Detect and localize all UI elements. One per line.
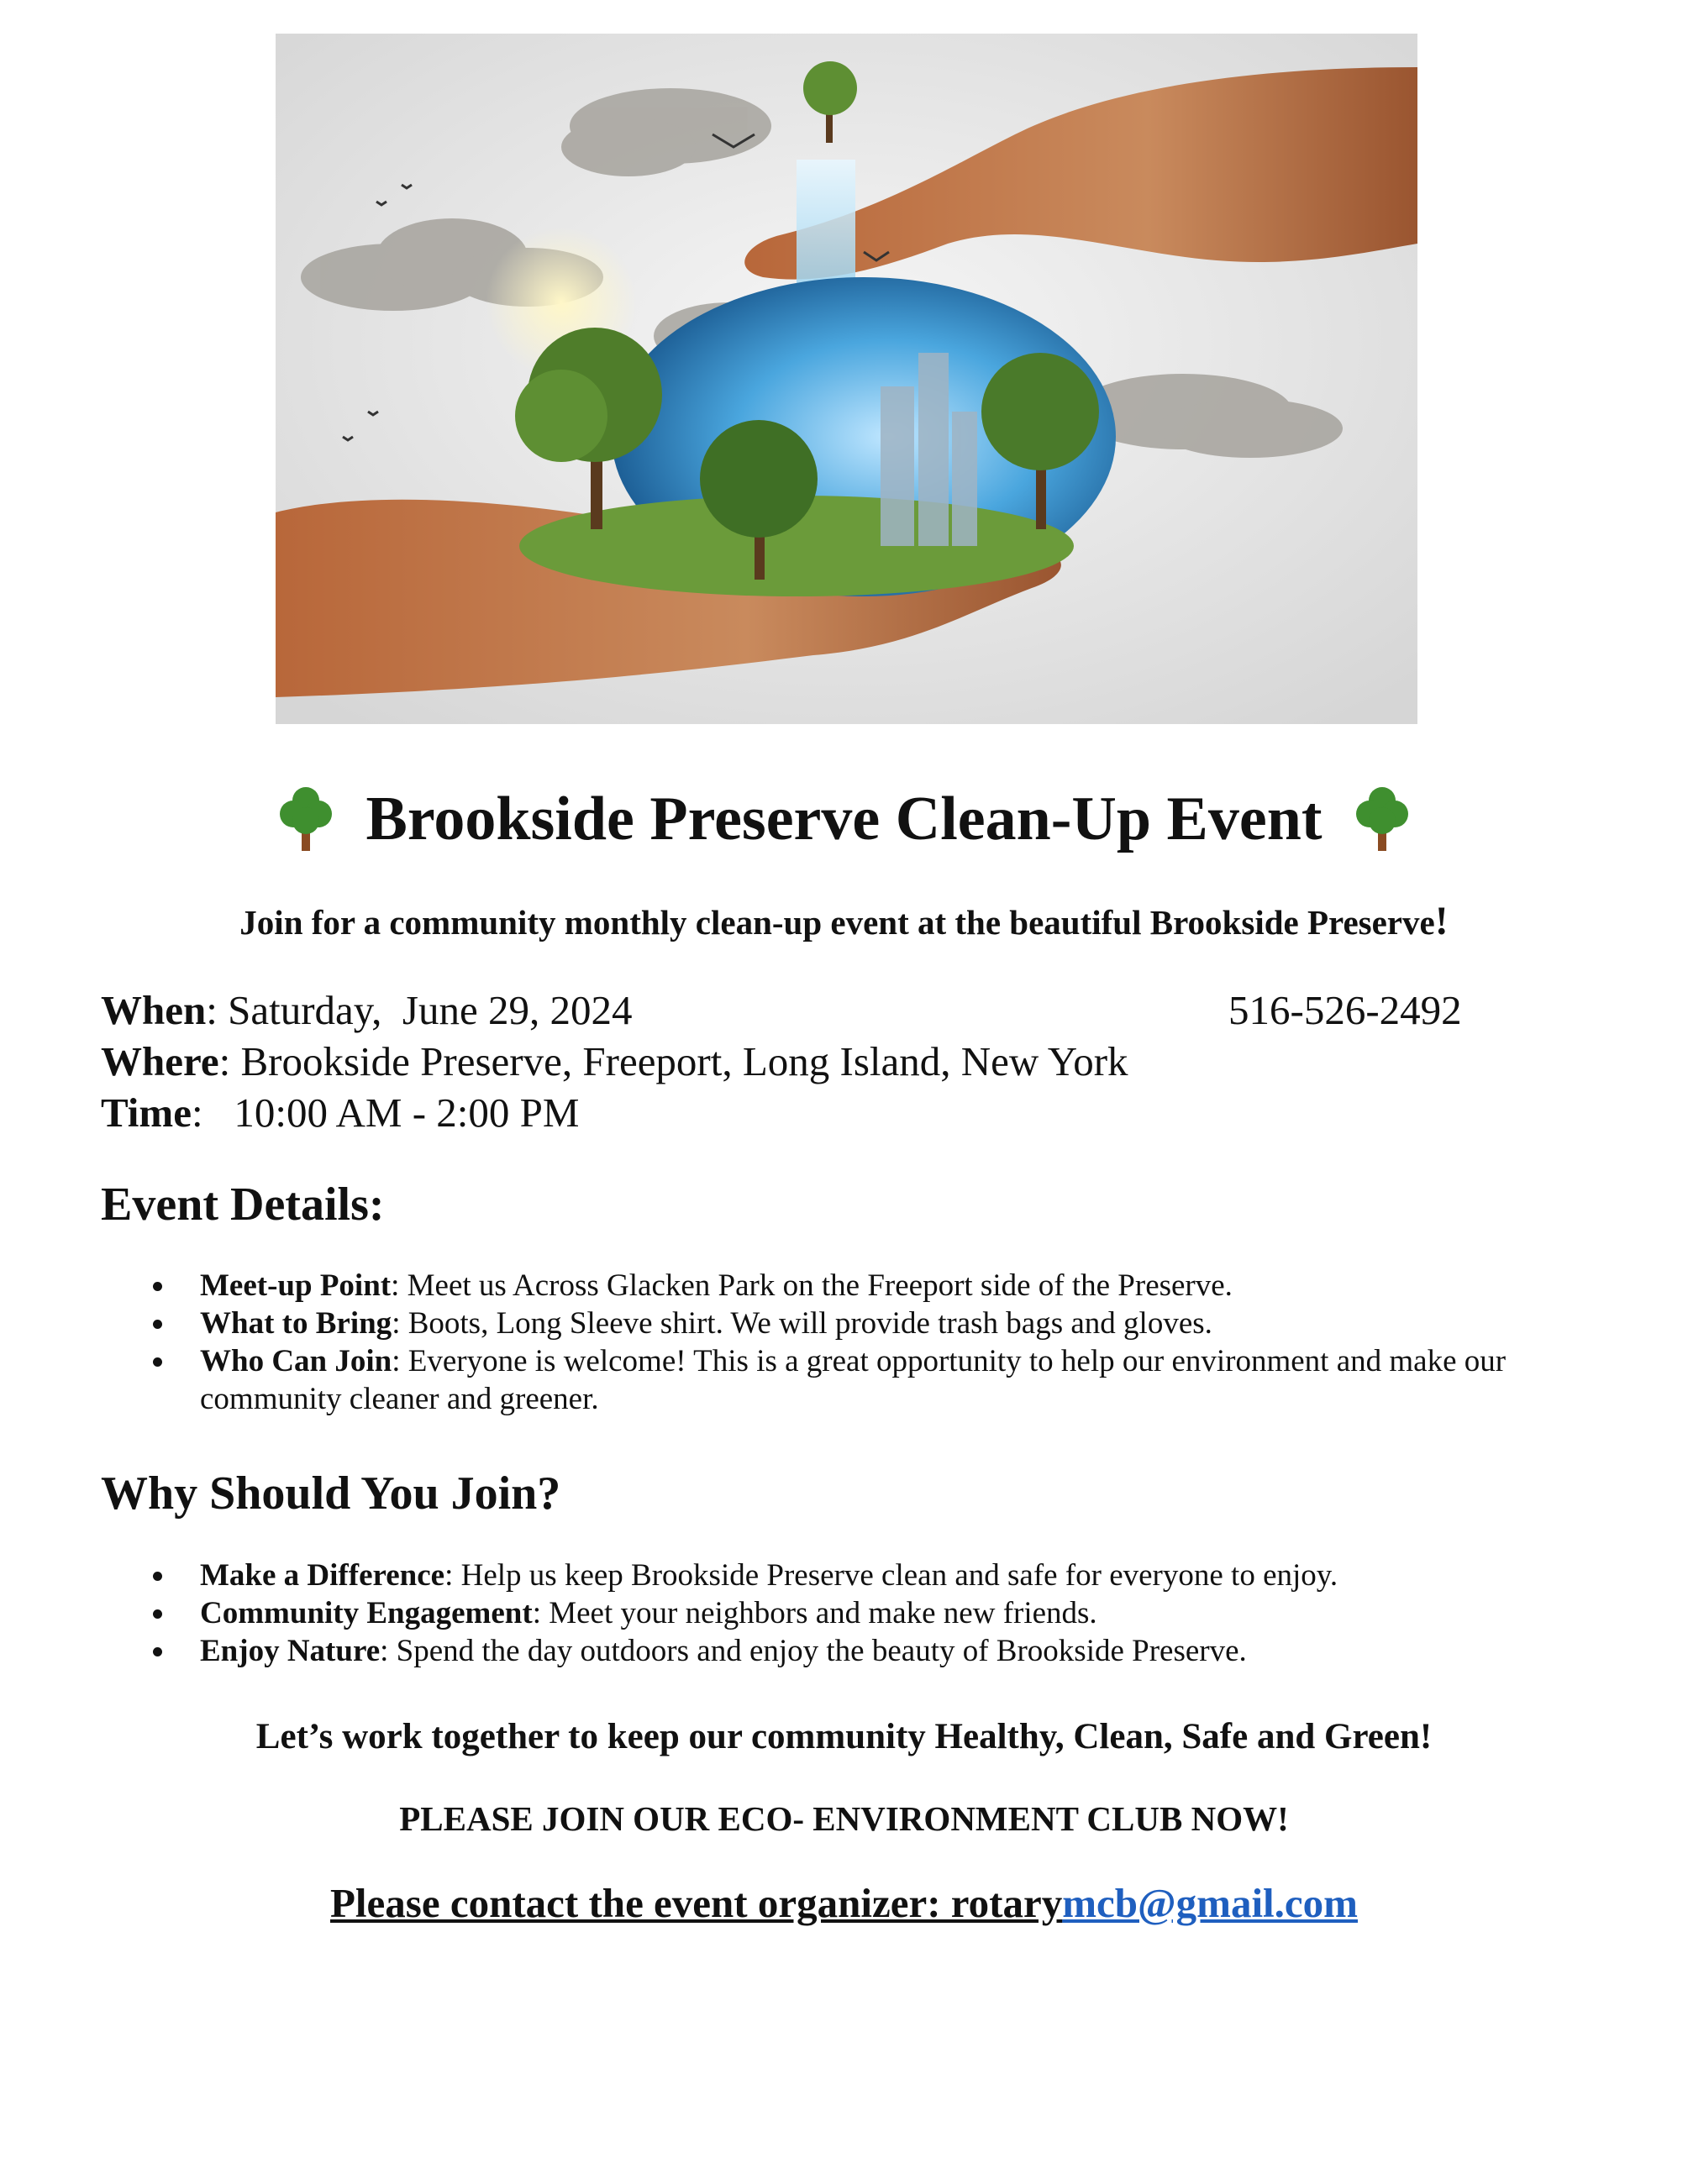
- list-item-label: Enjoy Nature: [200, 1634, 381, 1668]
- when-value: : Saturday, June 29, 2024: [206, 987, 633, 1033]
- hero-image: [276, 34, 1417, 724]
- when-label: When: [101, 987, 207, 1033]
- list-item: [101, 1305, 1563, 1342]
- event-details-heading: Event Details:: [101, 1179, 385, 1231]
- list-item-text: : Meet us Across Glacken Park on the Freeport side of the Preserve.: [391, 1268, 1233, 1303]
- list-item: [101, 1594, 1563, 1632]
- list-item-text: : Spend the day outdoors and enjoy the beauty of Brookside Preserve.: [380, 1634, 1247, 1668]
- when-line: [101, 984, 1487, 1036]
- list-item: [101, 1557, 1563, 1594]
- contact-prefix: Please contact the event organizer: rotary: [330, 1880, 1063, 1926]
- list-item-label: Meet-up Point: [200, 1268, 392, 1303]
- list-item-text: : Boots, Long Sleeve shirt. We will provide trash bags and gloves.: [392, 1306, 1212, 1341]
- join-club-callout: PLEASE JOIN OUR ECO- ENVIRONMENT CLUB NOW!: [399, 1799, 1289, 1838]
- tree-icon: [276, 785, 335, 853]
- list-item-label: What to Bring: [200, 1306, 392, 1341]
- list-item-text: : Everyone is welcome! This is a great opportunity to help our environment and make our community cleaner and greener.: [200, 1344, 1507, 1416]
- subtitle: [0, 900, 1688, 943]
- list-item-text: : Help us keep Brookside Preserve clean and safe for everyone to enjoy.: [444, 1558, 1338, 1593]
- time-label: Time: [101, 1089, 192, 1136]
- list-item: [101, 1632, 1563, 1670]
- time-value: : 10:00 AM - 2:00 PM: [191, 1089, 580, 1136]
- where-label: Where: [101, 1038, 219, 1084]
- hands-earth-illustration: [276, 34, 1417, 724]
- tree-icon: [1353, 785, 1412, 853]
- why-join-list: [101, 1557, 1563, 1670]
- why-join-heading: Why Should You Join?: [101, 1467, 561, 1520]
- event-info: [101, 984, 1487, 1138]
- where-value: : Brookside Preserve, Freeport, Long Island, New York: [218, 1038, 1128, 1084]
- list-item-label: Make a Difference: [200, 1558, 445, 1593]
- time-line: [101, 1087, 1487, 1138]
- closing-slogan: Let’s work together to keep our community Healthy, Clean, Safe and Green!: [255, 1717, 1433, 1756]
- phone-number: 516-526-2492: [1228, 987, 1462, 1033]
- event-details-list: [101, 1267, 1563, 1418]
- list-item-text: : Meet your neighbors and make new friends.: [532, 1596, 1097, 1630]
- contact-line: [0, 1878, 1688, 1929]
- subtitle-mark: !: [1434, 899, 1449, 943]
- title-row: [0, 773, 1688, 865]
- page-title: Brookside Preserve Clean-Up Event: [365, 785, 1323, 853]
- subtitle-text: Join for a community monthly clean-up event at the beautiful Brookside Preserve: [239, 903, 1435, 942]
- list-item: [101, 1342, 1563, 1418]
- list-item-label: Who Can Join: [200, 1344, 392, 1378]
- where-line: [101, 1036, 1487, 1087]
- contact-email-link[interactable]: mcb@gmail.com: [1062, 1880, 1358, 1926]
- list-item: [101, 1267, 1563, 1305]
- list-item-label: Community Engagement: [200, 1596, 533, 1630]
